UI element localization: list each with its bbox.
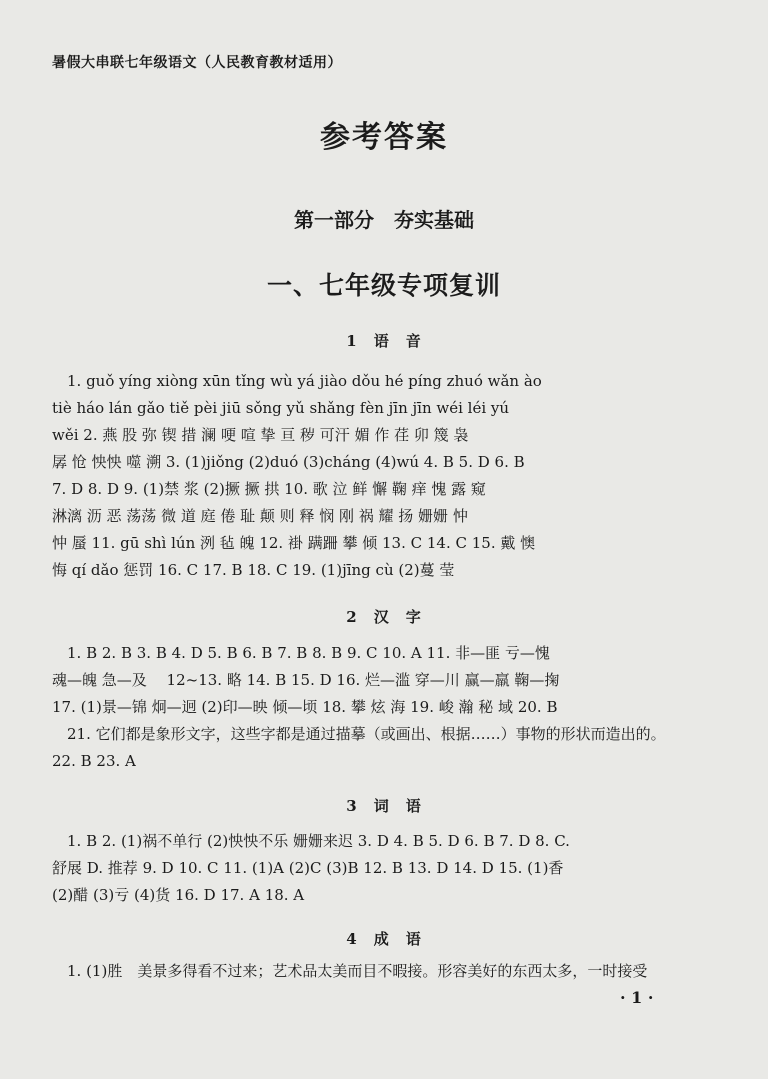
- chapter-heading: 一、七年级专项复训: [266, 271, 501, 300]
- answer-line: tiè háo lán gǎo tiě pèi jiū sǒng yǔ shǎng fèn jīn jīn wéi léi yú: [52, 399, 510, 417]
- section-heading-characters: 2 汉 字: [346, 608, 422, 626]
- answer-line: 魂—魄 急—及 12~13. 略 14. B 15. D 16. 烂—滥 穿—川 赢—羸 鞠—掬: [52, 671, 560, 689]
- answer-line: 7. D 8. D 9. (1)禁 浆 (2)撅 撅 拱 10. 歌 泣 鲜 懈 鞠 痒 愧 露 窥: [52, 480, 486, 498]
- section-body-pronunciation: [52, 368, 692, 584]
- part-heading: 第一部分 夯实基础: [294, 208, 474, 232]
- answer-line: (2)醋 (3)亏 (4)货 16. D 17. A 18. A: [52, 886, 305, 904]
- answer-line: 21. 它们都是象形文字，这些字都是通过描摹（或画出、根据……）事物的形状而造出的。: [52, 725, 666, 743]
- section-heading-words: 3 词 语: [346, 797, 422, 815]
- section-body-characters: [52, 640, 692, 775]
- answer-line: 悔 qí dǎo 惩罚 16. C 17. B 18. C 19. (1)jīng cù (2)蔓 莹: [52, 561, 455, 579]
- section-body-idioms: [52, 958, 692, 985]
- page-number: · 1 ·: [620, 988, 654, 1007]
- answer-line: 1. (1)胜 美景多得看不过来；艺术品太美而目不暇接。形容美好的东西太多，一时接受: [52, 962, 648, 980]
- answer-line: 淋漓 沥 恶 荡荡 微 道 庭 倦 耻 颠 则 释 悯 刚 祸 耀 扬 姗姗 忡: [52, 507, 468, 525]
- answer-line: 17. (1)景—锦 炯—迥 (2)印—映 倾—顷 18. 攀 炫 海 19. 峻 瀚 秘 域 20. B: [52, 698, 558, 716]
- answer-line: 1. guǒ yíng xiòng xūn tǐng wù yá jiào dǒu hé píng zhuó wǎn ào: [52, 372, 542, 390]
- answer-line: 1. B 2. B 3. B 4. D 5. B 6. B 7. B 8. B 9. C 10. A 11. 非—匪 亏—愧: [52, 644, 550, 662]
- section-body-words: [52, 828, 692, 909]
- section-heading-idioms: 4 成 语: [346, 930, 422, 948]
- answer-line: 孱 怆 怏怏 噬 溯 3. (1)jiǒng (2)duó (3)cháng (4)wú 4. B 5. D 6. B: [52, 453, 525, 471]
- answer-line: 忡 蜃 11. gū shì lún 洌 毡 魄 12. 褂 蹒跚 攀 倾 13. C 14. C 15. 戴 懊: [52, 534, 536, 552]
- answer-line: 舒展 D. 推荐 9. D 10. C 11. (1)A (2)C (3)B 12. B 13. D 14. D 15. (1)香: [52, 859, 564, 877]
- answer-line: 1. B 2. (1)祸不单行 (2)怏怏不乐 姗姗来迟 3. D 4. B 5. D 6. B 7. D 8. C.: [52, 832, 570, 850]
- page-title: 参考答案: [320, 120, 448, 155]
- answer-line: wěi 2. 燕 股 弥 锲 措 澜 哽 喧 挚 亘 秽 可汗 媚 作 荏 卯 篾 袅: [52, 426, 469, 444]
- running-header: 暑假大串联七年级语文（人民教育教材适用）: [52, 55, 342, 71]
- section-heading-pronunciation: 1 语 音: [346, 332, 422, 350]
- answer-line: 22. B 23. A: [52, 752, 136, 770]
